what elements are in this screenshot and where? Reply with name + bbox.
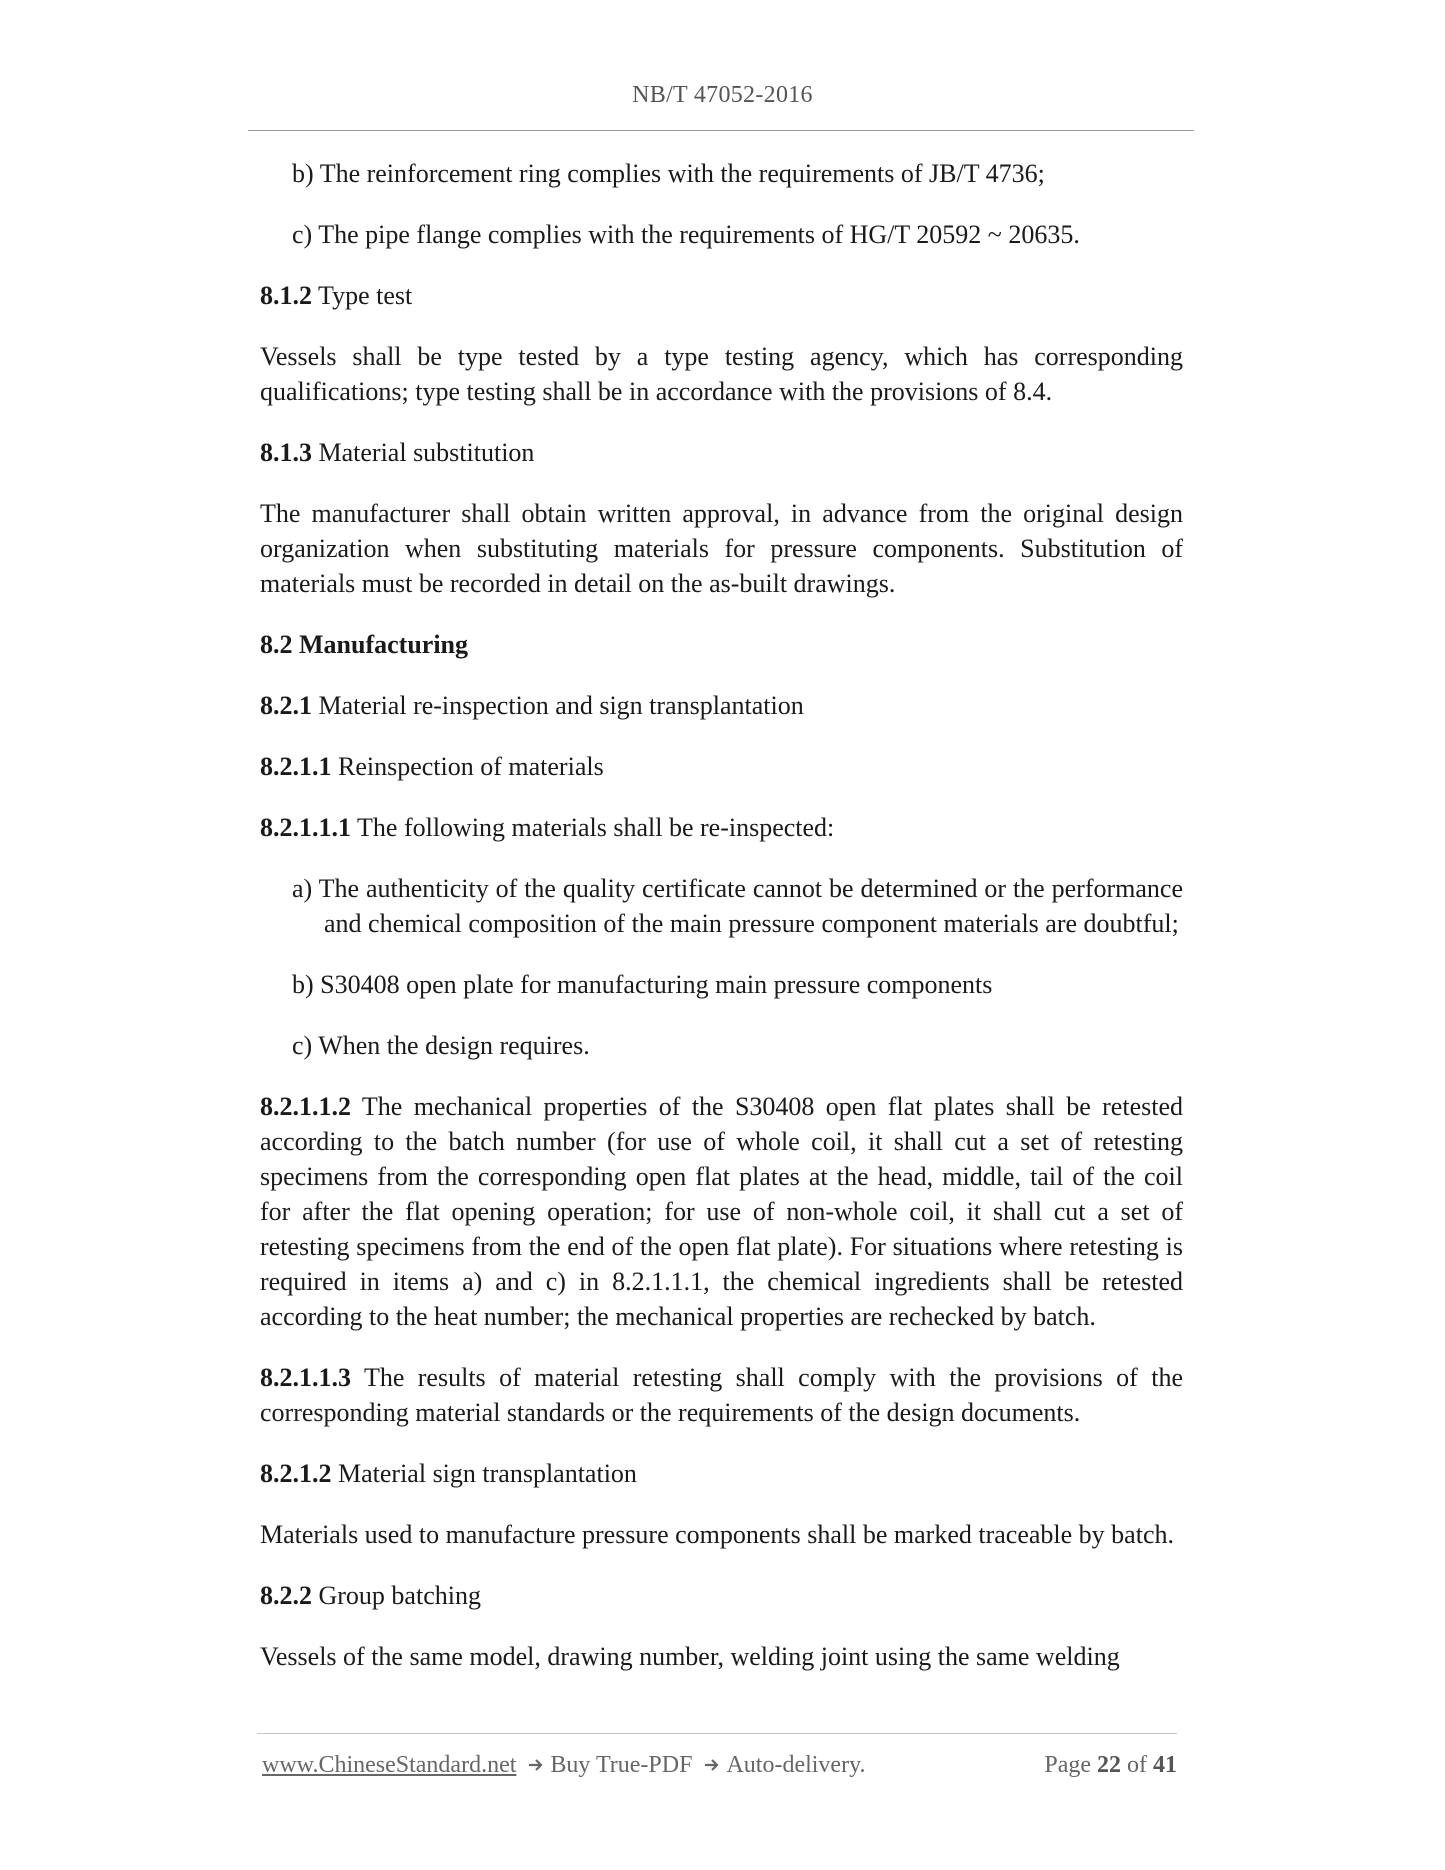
page-total: 41 bbox=[1153, 1752, 1177, 1778]
section-title: Type test bbox=[312, 281, 413, 310]
clause-number: 8.2.1.1.1 bbox=[260, 813, 351, 842]
section-heading-8-2: 8.2 Manufacturing bbox=[260, 630, 468, 659]
section-heading-8-2-1-1 bbox=[260, 749, 1183, 784]
section-heading-8-2-1-2 bbox=[260, 1456, 1183, 1491]
paragraph-material-substitution: The manufacturer shall obtain written approval, in advance from the original design organization when substituting materials for pressure components. Substitution of materials must be recorded in detail on the as-built drawings. bbox=[260, 499, 1183, 598]
section-number: 8.2.1 bbox=[260, 691, 312, 720]
of-label: of bbox=[1127, 1752, 1147, 1778]
section-heading-8-2-2 bbox=[260, 1578, 1183, 1613]
section-heading-8-1-2 bbox=[260, 278, 1183, 313]
section-title: Group batching bbox=[312, 1581, 481, 1610]
section-title: Material sign transplantation bbox=[331, 1459, 637, 1488]
list-item-c-design-requires: c) When the design requires. bbox=[292, 1031, 590, 1060]
clause-8-2-1-1-2 bbox=[260, 1089, 1183, 1334]
list-item-b-reinforcement-ring: b) The reinforcement ring complies with the requirements of JB/T 4736; bbox=[292, 159, 1045, 188]
buy-pdf-text: Buy True-PDF bbox=[550, 1752, 693, 1778]
arrow-right-icon bbox=[702, 1755, 722, 1775]
section-title: Reinspection of materials bbox=[331, 752, 604, 781]
footer-divider bbox=[257, 1733, 1177, 1734]
clause-text: The following materials shall be re-inspected: bbox=[351, 813, 835, 842]
clause-number: 8.2.1.1.2 bbox=[260, 1092, 351, 1121]
clause-text: The results of material retesting shall comply with the provisions of the corresponding material standards or the requirements of the design documents. bbox=[260, 1363, 1183, 1427]
section-number: 8.2.2 bbox=[260, 1581, 312, 1610]
clause-number: 8.2.1.1.3 bbox=[260, 1363, 351, 1392]
list-item-a-authenticity: a) The authenticity of the quality certificate cannot be determined or the performance and chemical composition of the main pressure component materials are doubtful; bbox=[292, 874, 1183, 938]
paragraph-group-batching: Vessels of the same model, drawing number, welding joint using the same welding bbox=[260, 1642, 1120, 1671]
page-number: 22 bbox=[1097, 1752, 1121, 1778]
website-link[interactable]: www.ChineseStandard.net bbox=[262, 1752, 517, 1778]
section-heading-8-1-3 bbox=[260, 435, 1183, 470]
list-item-c-pipe-flange: c) The pipe flange complies with the requirements of HG/T 20592 ~ 20635. bbox=[292, 220, 1080, 249]
section-number: 8.1.2 bbox=[260, 281, 312, 310]
paragraph-type-test: Vessels shall be type tested by a type testing agency, which has corresponding qualifications; type testing shall be in accordance with the provisions of 8.4. bbox=[260, 342, 1183, 406]
document-body bbox=[260, 156, 1183, 1700]
clause-text: The mechanical properties of the S30408 open flat plates shall be retested according to the batch number (for use of whole coil, it shall cut a set of retesting specimens from the corresponding open flat plates at the head, middle, tail of the coil for after the flat opening operation; for use of non-whole coil, it shall cut a set of retesting specimens from the end of the open flat plate). For situations where retesting is required in items a) and c) in 8.2.1.1.1, the chemical ingredients shall be retested according to the heat number; the mechanical properties are rechecked by batch. bbox=[260, 1092, 1183, 1331]
page-indicator bbox=[1044, 1752, 1177, 1779]
section-number: 8.1.3 bbox=[260, 438, 312, 467]
section-title: Material substitution bbox=[312, 438, 535, 467]
clause-8-2-1-1-3 bbox=[260, 1360, 1183, 1430]
paragraph-sign-transplantation: Materials used to manufacture pressure components shall be marked traceable by batch. bbox=[260, 1520, 1174, 1549]
footer-promo bbox=[262, 1752, 866, 1779]
document-code-header: NB/T 47052-2016 bbox=[632, 82, 813, 108]
header-divider bbox=[248, 130, 1194, 131]
page-label: Page bbox=[1044, 1752, 1091, 1778]
arrow-right-icon bbox=[526, 1755, 546, 1775]
auto-delivery-text: Auto-delivery. bbox=[726, 1752, 866, 1778]
section-number: 8.2.1.2 bbox=[260, 1459, 332, 1488]
list-item-b-s30408-plate: b) S30408 open plate for manufacturing main pressure components bbox=[292, 970, 993, 999]
section-number: 8.2.1.1 bbox=[260, 752, 332, 781]
page-footer bbox=[262, 1752, 1177, 1784]
clause-8-2-1-1-1 bbox=[260, 810, 1183, 845]
section-title: Material re-inspection and sign transplantation bbox=[312, 691, 804, 720]
section-heading-8-2-1 bbox=[260, 688, 1183, 723]
